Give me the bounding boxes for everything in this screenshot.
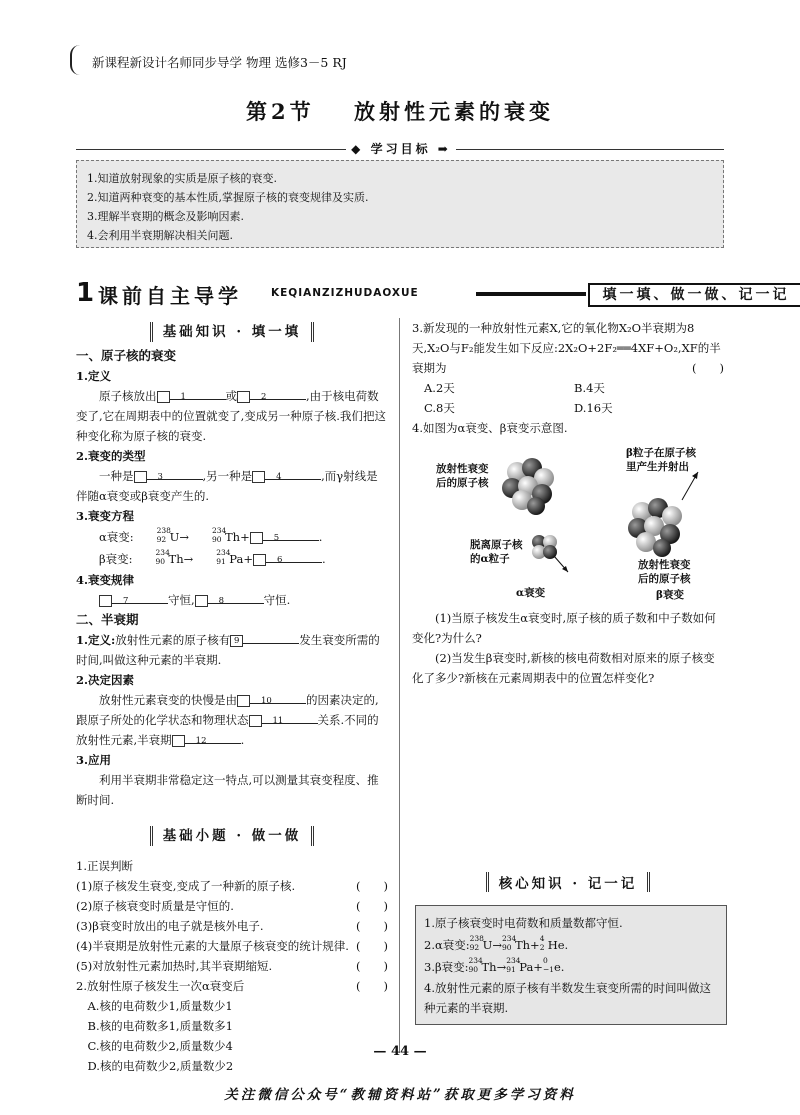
core-item: 4.放射性元素的原子核有半数发生衰变所需的时间叫做这种元素的半衰期. bbox=[424, 981, 711, 1015]
blank-number: 1 bbox=[157, 391, 170, 403]
fill-blank[interactable] bbox=[265, 466, 321, 480]
alpha-after-label: 放射性衰变 后的原子核 bbox=[436, 463, 489, 489]
question-4-part-2: (2)当发生β衰变时,新核的核电荷数相对原来的原子核变化了多少?新核在元素周期表中的位置怎样变化? bbox=[412, 651, 715, 685]
section-bar-tagline: 填一填、做一做、记一记 bbox=[588, 283, 800, 307]
heading-half-life: 二、半衰期 bbox=[76, 612, 139, 627]
option-b: B.核的电荷数多1,质量数多1 bbox=[87, 1019, 233, 1033]
objective-item: 3.理解半衰期的概念及影响因素. bbox=[87, 210, 244, 223]
section-bar-number: 1 bbox=[76, 278, 95, 308]
alpha-particle-label: 脱离原子核 的α粒子 bbox=[470, 539, 523, 565]
objective-item: 1.知道放射现象的实质是原子核的衰变. bbox=[87, 172, 277, 185]
objectives-label: 学习目标 bbox=[370, 142, 431, 156]
blank-number: 7 bbox=[99, 595, 112, 607]
footer-watermark: 关注微信公众号“教辅资料站”获取更多学习资料 bbox=[224, 1087, 576, 1103]
basic-exercises-heading: 基础小题 · 做一做 bbox=[150, 826, 315, 846]
fill-blank[interactable] bbox=[262, 710, 318, 724]
left-column bbox=[76, 322, 388, 1076]
question-3: 3.新发现的一种放射性元素X,它的氧化物X₂O半衰期为8天,X₂O与F₂能发生如下反应:2X₂O+2F₂══4XF+O₂,XF的半衰期为 ( ) bbox=[412, 318, 724, 378]
section-bar bbox=[76, 278, 790, 308]
blank-number: 4 bbox=[252, 471, 265, 483]
determining-factors: 放射性元素衰变的快慢是由 10 的因素决定的,跟原子所处的化学状态和物理状态 11 关系.不同的放射性元素,半衰期 12 . bbox=[76, 690, 388, 750]
core-item: 1.原子核衰变时电荷数和质量数都守恒. bbox=[424, 916, 623, 930]
judge-item: (4)半衰期是放射性元素的大量原子核衰变的统计规律. ( ) bbox=[76, 936, 388, 956]
section-bar-title: 课前自主导学 bbox=[98, 284, 242, 308]
core-item: 3.β衰变: 234 90 Th→ 234 91 Pa+ 0 −1 e. bbox=[424, 956, 565, 974]
decay-types: 一种是 3 ,另一种是 4 ,而γ射线是伴随α衰变或β衰变产生的. bbox=[76, 466, 388, 506]
heading-decay: 一、原子核的衰变 bbox=[76, 348, 177, 363]
option-c: C.8天 bbox=[424, 401, 455, 415]
answer-paren[interactable]: ( ) bbox=[356, 879, 388, 893]
alpha-caption: α衰变 bbox=[516, 587, 546, 599]
judge-item: (3)β衰变时放出的电子就是核外电子. ( ) bbox=[76, 916, 388, 936]
section-name: 放射性元素的衰变 bbox=[353, 99, 554, 124]
option-a: A.2天 bbox=[424, 381, 455, 395]
answer-paren[interactable]: ( ) bbox=[356, 899, 388, 913]
decay-law: 7 守恒, 8 守恒. bbox=[76, 590, 388, 610]
section-bar-pinyin: KEQIANZIZHUDAOXUE bbox=[271, 287, 419, 299]
option-c: C.核的电荷数少2,质量数少4 bbox=[87, 1039, 233, 1053]
fill-blank[interactable] bbox=[112, 590, 168, 604]
fill-blank[interactable] bbox=[170, 386, 226, 400]
option-d: D.16天 bbox=[574, 401, 613, 415]
decay-definition: 原子核放出 1 或 2 ,由于核电荷数变了,它在周期表中的位置就变了,变成另一种原子核.我们把这种变化称为原子核的衰变. bbox=[76, 386, 388, 446]
blank-number: 3 bbox=[134, 471, 147, 483]
alpha-particle bbox=[532, 535, 557, 559]
alpha-nucleus bbox=[502, 458, 554, 515]
fill-blank[interactable] bbox=[208, 590, 264, 604]
beta-nucleus bbox=[628, 498, 682, 557]
half-life-definition: 1.定义:放射性元素的原子核有 9 发生衰变所需的时间,叫做这种元素的半衰期. bbox=[76, 630, 388, 670]
fill-blank[interactable] bbox=[250, 690, 306, 704]
answer-paren[interactable]: ( ) bbox=[356, 979, 388, 993]
objectives-heading: ◆ 学习目标 ➡ bbox=[76, 140, 724, 158]
decay-figure bbox=[412, 442, 724, 602]
heading-definition: 1.定义 bbox=[76, 369, 112, 383]
question-1: 1.正误判断 bbox=[76, 859, 133, 873]
beta-after-label: 放射性衰变 后的原子核 bbox=[638, 559, 691, 585]
question-4: 4.如图为α衰变、β衰变示意图. bbox=[412, 421, 568, 435]
page-number: — 44 — bbox=[373, 1044, 427, 1059]
heading-decay-law: 4.衰变规律 bbox=[76, 573, 135, 587]
objective-item: 4.会利用半衰期解决相关问题. bbox=[87, 229, 233, 242]
blank-number: 12 bbox=[172, 735, 185, 747]
answer-paren[interactable]: ( ) bbox=[356, 959, 388, 973]
beta-caption: β衰变 bbox=[656, 589, 684, 601]
judge-item: (2)原子核衰变时质量是守恒的. ( ) bbox=[76, 896, 388, 916]
option-d: D.核的电荷数少2,质量数少2 bbox=[87, 1059, 234, 1073]
core-knowledge-box bbox=[415, 905, 727, 1025]
question-2: 2.放射性原子核发生一次α衰变后 ( ) bbox=[76, 976, 388, 996]
core-item: 2.α衰变: 238 92 U→ 234 90 Th+ 4 2 He. bbox=[424, 934, 569, 952]
option-a: A.核的电荷数少1,质量数少1 bbox=[87, 999, 233, 1013]
answer-paren[interactable]: ( ) bbox=[356, 919, 388, 933]
heading-application: 3.应用 bbox=[76, 753, 112, 767]
core-knowledge-heading: 核心知识 · 记一记 bbox=[486, 872, 651, 892]
blank-number: 11 bbox=[249, 715, 262, 727]
fill-blank[interactable] bbox=[250, 386, 306, 400]
fill-blank[interactable] bbox=[147, 466, 203, 480]
blank-number: 10 bbox=[237, 695, 250, 707]
objective-item: 2.知道两种衰变的基本性质,掌握原子核的衰变规律及实质. bbox=[87, 191, 369, 204]
basic-knowledge-heading: 基础知识 · 填一填 bbox=[150, 322, 315, 342]
blank-number: 6 bbox=[253, 554, 266, 566]
fill-blank[interactable] bbox=[266, 549, 322, 563]
answer-paren[interactable]: ( ) bbox=[356, 939, 388, 953]
objectives-box bbox=[76, 160, 724, 248]
application-text: 利用半衰期非常稳定这一特点,可以测量其衰变程度、推断时间. bbox=[76, 773, 379, 807]
fill-blank[interactable] bbox=[185, 730, 241, 744]
judge-item: (5)对放射性元素加热时,其半衰期缩短. ( ) bbox=[76, 956, 388, 976]
book-header: 新课程新设计名师同步导学 物理 选修3－5 RJ bbox=[92, 55, 347, 70]
section-number: 第2节 bbox=[246, 99, 315, 124]
blank-number: 2 bbox=[237, 391, 250, 403]
option-b: B.4天 bbox=[574, 381, 605, 395]
heading-decay-equations: 3.衰变方程 bbox=[76, 509, 135, 523]
fill-blank[interactable] bbox=[263, 527, 319, 541]
blank-number: 5 bbox=[250, 532, 263, 544]
alpha-equation: α衰变: 238 92 U→ 234 90 Th+ 5 . bbox=[99, 526, 323, 544]
answer-paren[interactable]: ( ) bbox=[692, 361, 724, 375]
right-column bbox=[412, 318, 724, 688]
fill-blank[interactable] bbox=[243, 630, 299, 644]
heading-decay-types: 2.衰变的类型 bbox=[76, 449, 146, 463]
beta-particle-label: β粒子在原子核 里产生并射出 bbox=[626, 447, 696, 473]
page-title bbox=[0, 96, 800, 126]
blank-number: 8 bbox=[195, 595, 208, 607]
heading-determining-factors: 2.决定因素 bbox=[76, 673, 135, 687]
header-decoration bbox=[70, 45, 82, 75]
question-4-part-1: (1)当原子核发生α衰变时,原子核的质子数和中子数如何变化?为什么? bbox=[412, 611, 716, 645]
blank-number: 9 bbox=[230, 635, 243, 647]
beta-equation: β衰变: 234 90 Th→ 234 91 Pa+ 6 . bbox=[99, 548, 326, 566]
column-divider bbox=[399, 318, 400, 1053]
judge-item: (1)原子核发生衰变,变成了一种新的原子核. ( ) bbox=[76, 876, 388, 896]
